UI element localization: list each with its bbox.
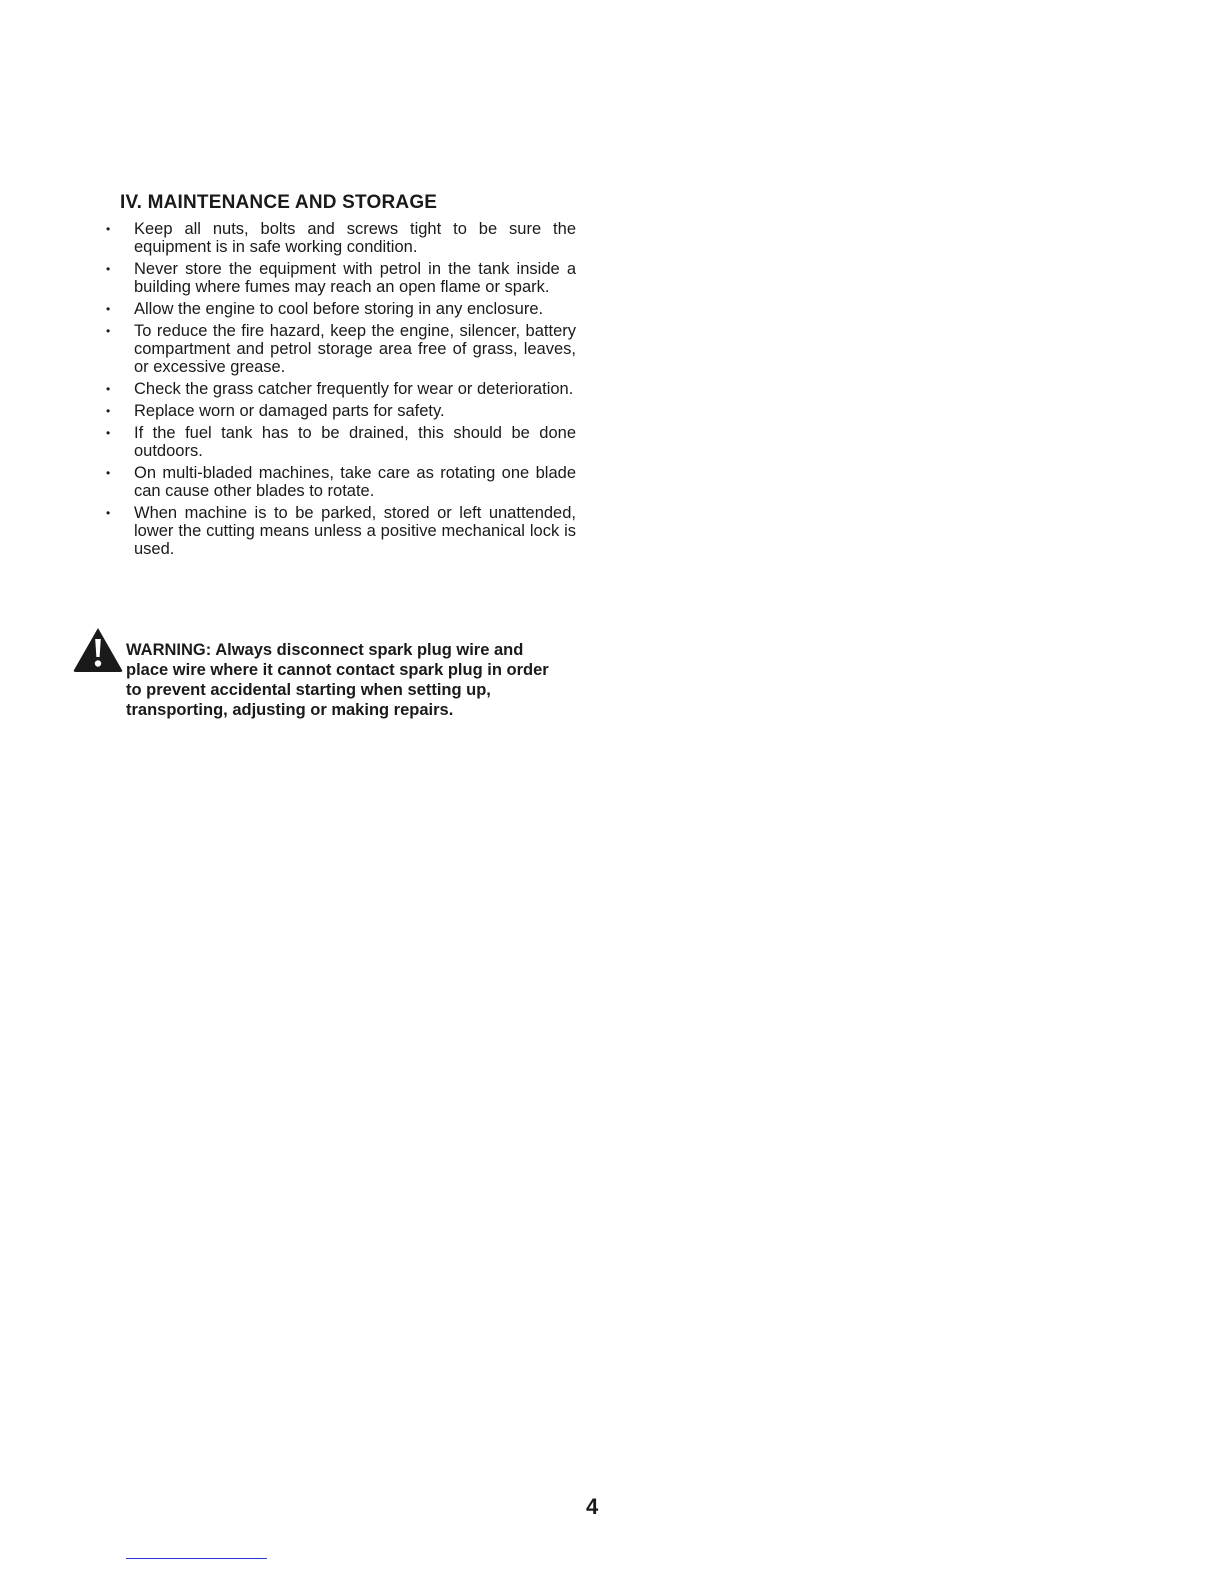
list-item [104, 300, 576, 318]
page-number: 4 [586, 1494, 599, 1519]
bullet-text: If the fuel tank has to be drained, this should be done outdoors. [134, 424, 576, 460]
list-item [104, 464, 576, 500]
bullet-text: When machine is to be parked, stored or left unattended, lower the cutting means unless a positive mechanical lock is used. [134, 504, 576, 558]
list-item [104, 424, 576, 460]
bullet-icon: • [106, 222, 111, 236]
list-item [104, 322, 576, 376]
list-item [104, 504, 576, 558]
bullet-list [104, 220, 576, 558]
list-item [104, 220, 576, 256]
bullet-text: Allow the engine to cool before storing in any enclosure. [134, 300, 544, 318]
bullet-icon: • [106, 262, 111, 276]
bullet-text: Check the grass catcher frequently for wear or deterioration. [134, 380, 574, 398]
section-title: IV. MAINTENANCE AND STORAGE [120, 192, 438, 213]
bullet-text: Keep all nuts, bolts and screws tight to be sure the equipment is in safe working condition. [134, 220, 576, 256]
footer-rule [126, 1558, 267, 1559]
bullet-text: Replace worn or damaged parts for safety. [134, 402, 445, 420]
bullet-icon: • [106, 382, 111, 396]
bullet-icon: • [106, 324, 111, 338]
bullet-icon: • [106, 404, 111, 418]
warning-text: WARNING: Always disconnect spark plug wire and place wire where it cannot contact spark plug in order to prevent accidental starting when setting up, transporting, adjusting or making repairs. [126, 641, 549, 719]
list-item [104, 260, 576, 296]
warning-triangle-icon [72, 626, 124, 674]
list-item [104, 402, 576, 420]
bullet-text: Never store the equipment with petrol in the tank inside a building where fumes may reach an open flame or spark. [134, 260, 576, 296]
bullet-text: On multi-bladed machines, take care as rotating one blade can cause other blades to rotate. [134, 464, 576, 500]
bullet-icon: • [106, 302, 111, 316]
maintenance-storage-section [104, 192, 576, 562]
bullet-icon: • [106, 426, 111, 440]
bullet-text: To reduce the fire hazard, keep the engine, silencer, battery compartment and petrol storage area free of grass, leaves, or excessive grease. [134, 322, 576, 376]
list-item [104, 380, 576, 398]
bullet-icon: • [106, 466, 111, 480]
bullet-icon: • [106, 506, 111, 520]
